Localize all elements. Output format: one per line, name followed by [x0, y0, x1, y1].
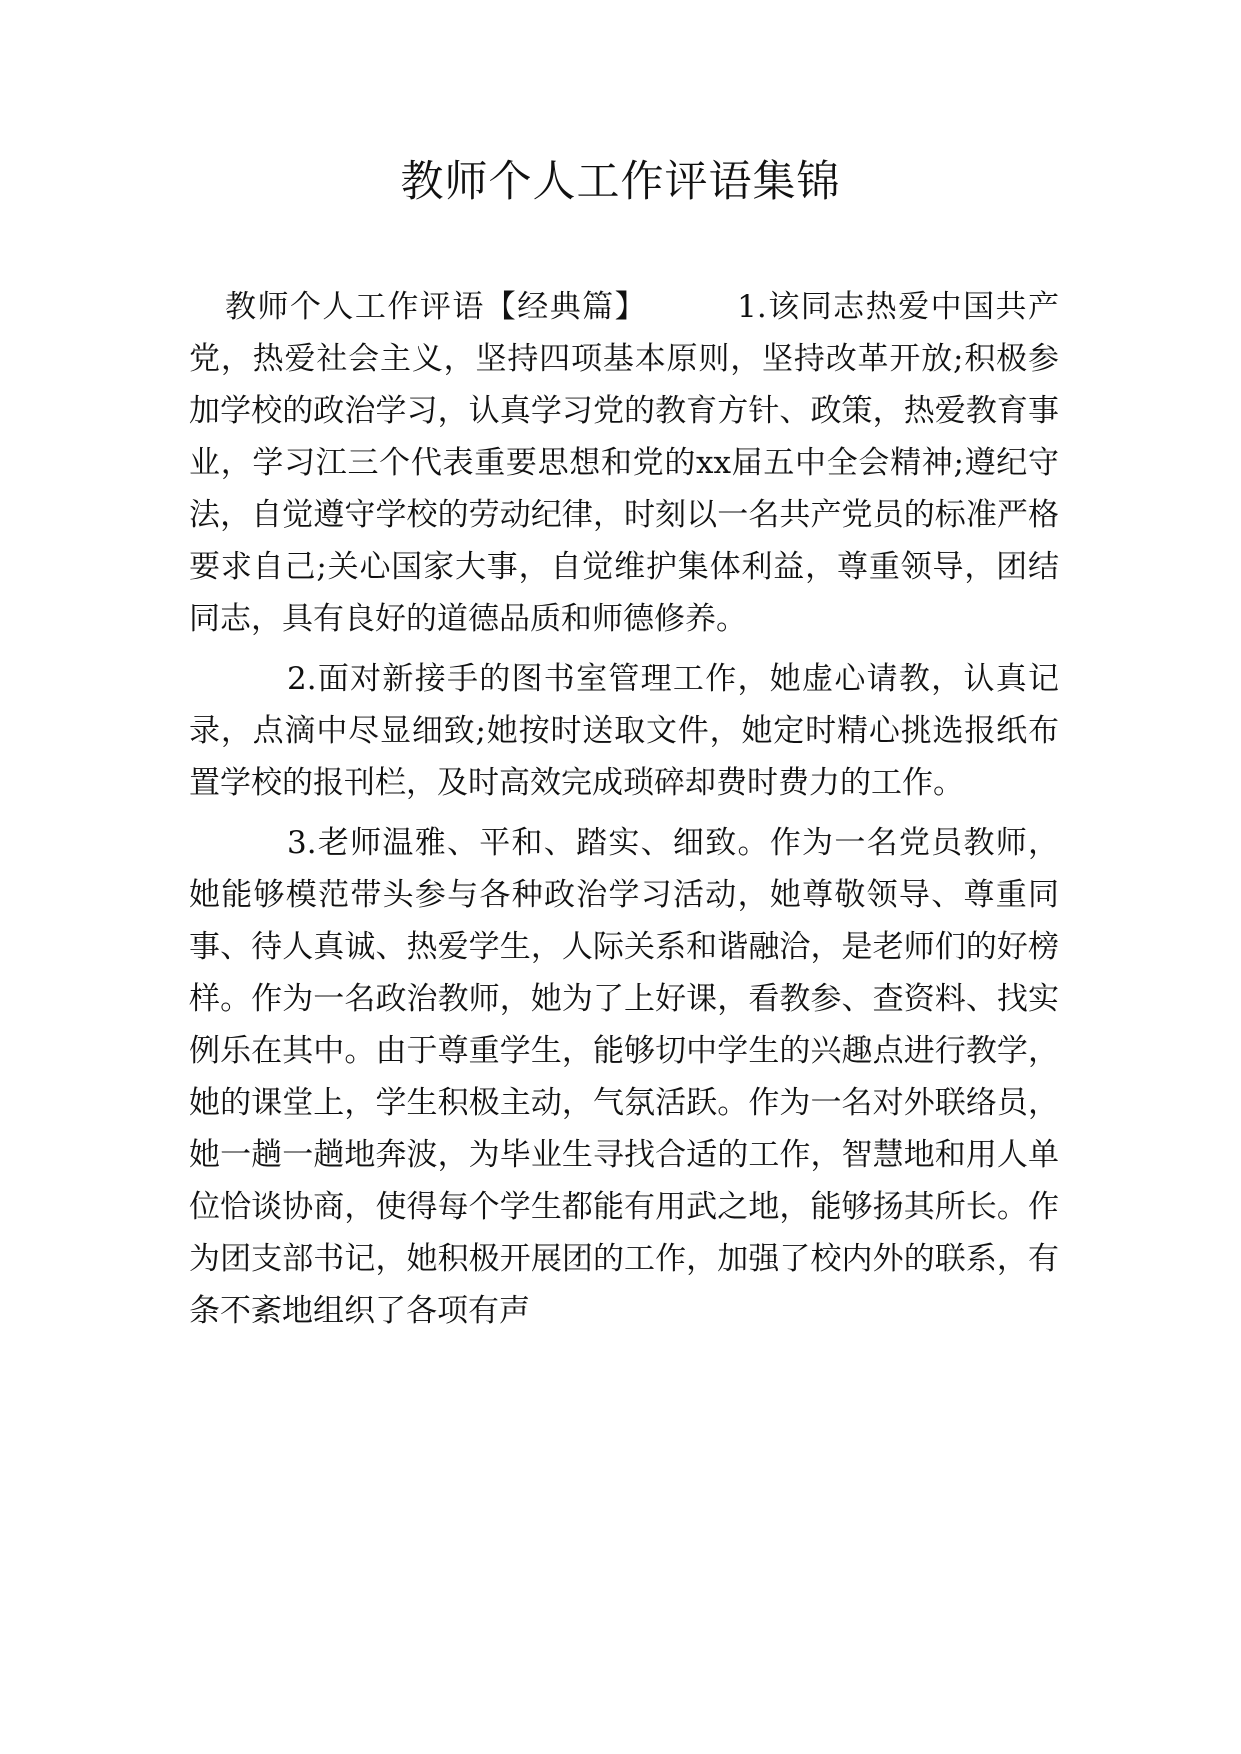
document-body	[189, 281, 1059, 1345]
paragraph-3: 3.老师温雅、平和、踏实、细致。作为一名党员教师，她能够模范带头参与各种政治学习活动，她尊敬领导、尊重同事、待人真诚、热爱学生，人际关系和谐融洽，是老师们的好榜样。作为一名政治教师，她为了上好课，看教参、查资料、找实例乐在其中。由于尊重学生，能够切中学生的兴趣点进行教学，她的课堂上，学生积极主动，气氛活跃。作为一名对外联络员，她一趟一趟地奔波，为毕业生寻找合适的工作，智慧地和用人单位恰谈协商，使得每个学生都能有用武之地，能够扬其所长。作为团支部书记，她积极开展团的工作，加强了校内外的联系，有条不紊地组织了各项有声	[189, 825, 1059, 1329]
paragraph-1-text: 1.该同志热爱中国共产党，热爱社会主义，坚持四项基本原则，坚持改革开放;积极参加学校的政治学习，认真学习党的教育方针、政策，热爱教育事业，学习江三个代表重要思想和党的xx届五中全会精神;遵纪守法，自觉遵守学校的劳动纪律，时刻以一名共产党员的标准严格要求自己;关心国家大事，自觉维护集体利益，尊重领导，团结同志，具有良好的道德品质和师德修养。	[189, 289, 1060, 637]
document-title: 教师个人工作评语集锦	[400, 157, 841, 207]
paragraph-1	[189, 281, 1059, 645]
section-heading: 教师个人工作评语【经典篇】	[225, 289, 648, 325]
paragraph-2: 2.面对新接手的图书室管理工作，她虚心请教，认真记录，点滴中尽显细致;她按时送取文件，她定时精心挑选报纸布置学校的报刊栏，及时高效完成琐碎却费时费力的工作。	[189, 661, 1059, 801]
